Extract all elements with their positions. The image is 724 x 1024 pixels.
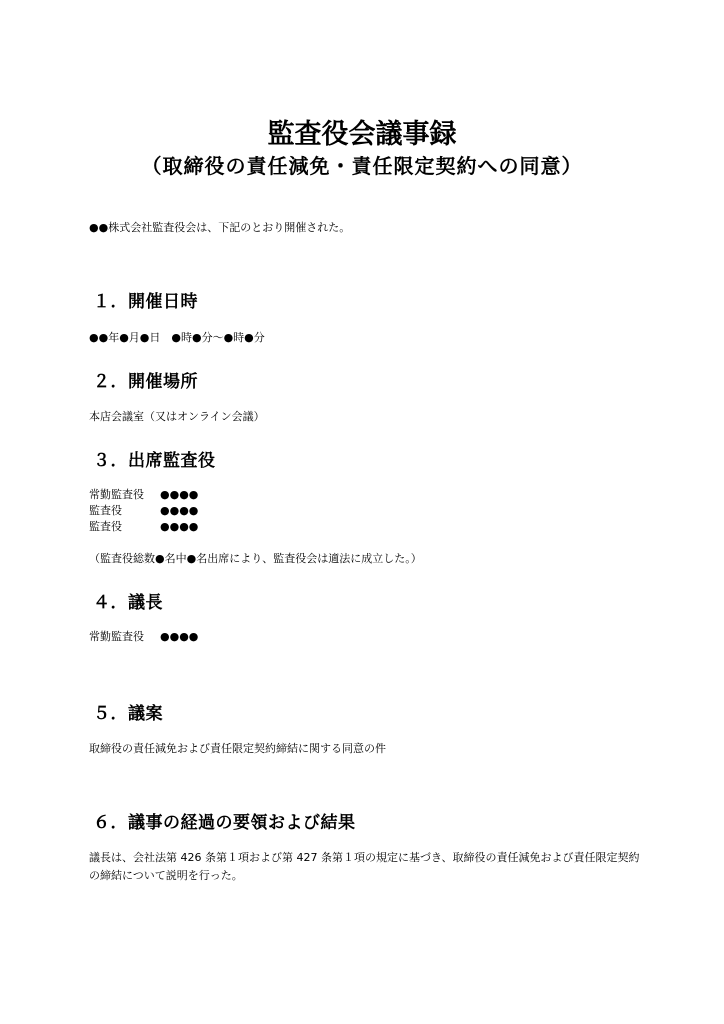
- section-heading-attendees: ３．出席監査役: [93, 451, 216, 471]
- section-heading-agenda: ５．議案: [93, 704, 163, 724]
- attendee-name: ●●●●: [160, 488, 199, 501]
- datetime-value: ●●年●月●日 ●時●分～●時●分: [89, 331, 265, 344]
- document-title: 監査役会議事録: [267, 119, 457, 150]
- agenda-value: 取締役の責任減免および責任限定契約締結に関する同意の件: [89, 742, 386, 755]
- attendee-name: ●●●●: [160, 520, 199, 533]
- chair-row: [89, 629, 198, 645]
- chair-name: ●●●●: [160, 630, 199, 643]
- section-heading-proceedings: ６．議事の経過の要領および結果: [93, 813, 356, 833]
- document-subtitle: （取締役の責任減免・責任限定契約への同意）: [141, 154, 583, 178]
- attendee-role: 常勤監査役: [89, 488, 144, 501]
- intro-text: ●●株式会社監査役会は、下記のとおり開催された。: [89, 221, 351, 234]
- attendee-name: ●●●●: [160, 504, 199, 517]
- attendee-role: 監査役: [89, 504, 122, 517]
- section-heading-datetime: １．開催日時: [93, 292, 198, 312]
- place-value: 本店会議室（又はオンライン会議）: [89, 410, 265, 423]
- quorum-note: （監査役総数●名中●名出席により、監査役会は適法に成立した。）: [89, 552, 422, 565]
- proceedings-value: 議長は、会社法第 426 条第１項および第 427 条第１項の規定に基づき、取締役の責任減免および責任限定契約の締結について説明を行った。: [89, 851, 640, 882]
- attendee-role: 監査役: [89, 520, 122, 533]
- attendee-row: [89, 503, 198, 519]
- attendee-row: [89, 487, 198, 503]
- section-heading-place: ２．開催場所: [93, 372, 198, 392]
- attendee-row: [89, 519, 198, 535]
- section-heading-chair: ４．議長: [93, 593, 163, 613]
- chair-role: 常勤監査役: [89, 630, 144, 643]
